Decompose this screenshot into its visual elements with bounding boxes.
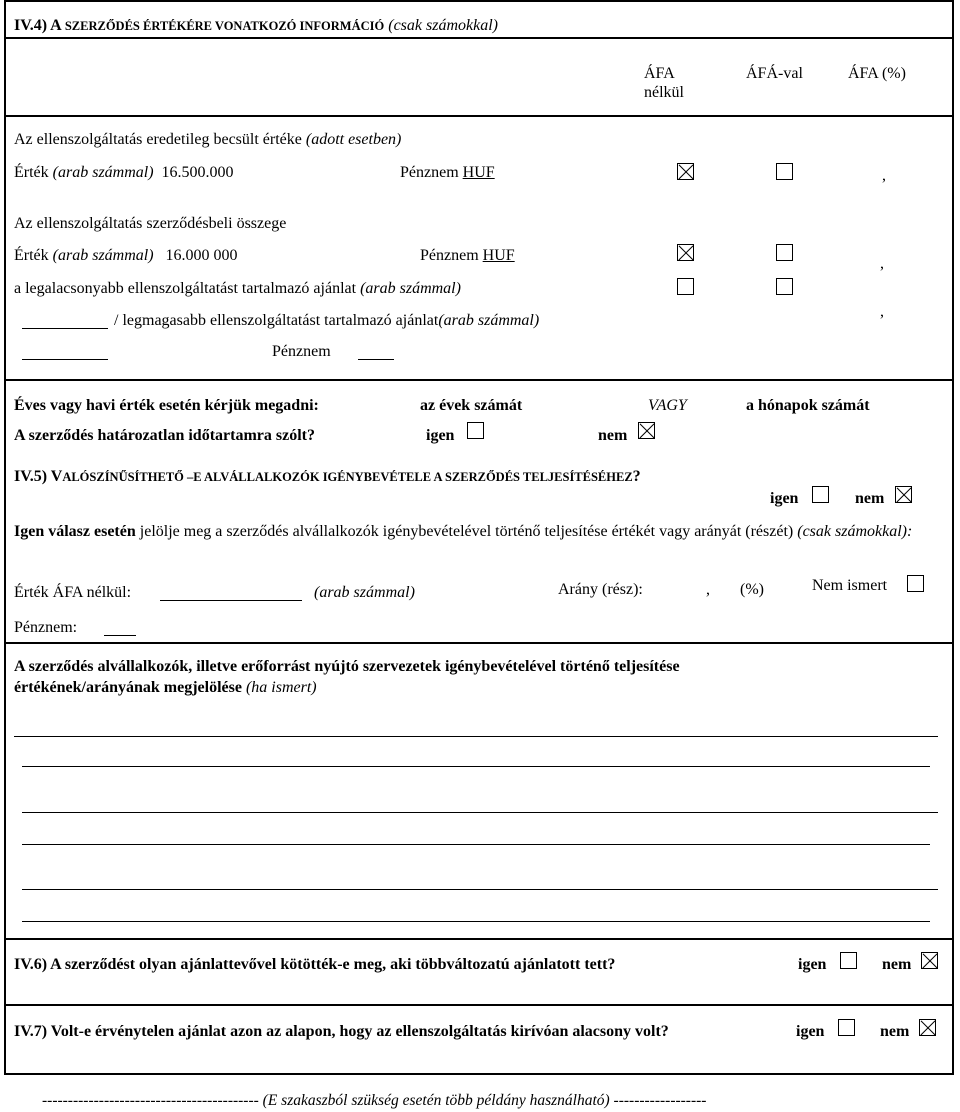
variant-igen-label: igen — [798, 956, 827, 973]
indefinite-igen-label: igen — [426, 427, 455, 444]
subcontractor-igen-label: igen — [770, 490, 799, 507]
details-line[interactable] — [22, 921, 930, 922]
or-label: VAGY — [648, 397, 687, 414]
subcontractor-igen-checkbox[interactable] — [812, 486, 829, 503]
not-known-checkbox[interactable] — [907, 575, 924, 592]
ratio-comma: , — [706, 581, 710, 598]
details-line[interactable] — [22, 766, 930, 767]
footer-note: ------------------------------------------ (E szakaszból szükség esetén több példány használható) ------------------ — [42, 1092, 707, 1109]
low-bid-igen-label: igen — [796, 1023, 825, 1040]
estimated-afa-val-checkbox[interactable] — [776, 163, 793, 180]
col-afa-val: ÁFÁ-val — [746, 65, 803, 82]
estimated-pct-comma: , — [882, 167, 886, 184]
estimated-currency: Pénznem HUF — [400, 164, 495, 181]
divider — [4, 938, 954, 940]
low-bid-igen-checkbox[interactable] — [838, 1019, 855, 1036]
variant-nem-label: nem — [882, 956, 912, 973]
details-line[interactable] — [22, 844, 930, 845]
contract-pct-comma: , — [880, 255, 884, 272]
low-bid-nem-label: nem — [880, 1023, 910, 1040]
subcontractor-details-title-2: értékének/arányának megjelölése (ha ismert) — [14, 679, 317, 696]
annual-label: Éves vagy havi érték esetén kérjük megadni: — [14, 397, 319, 414]
estimated-afa-nelkul-checkbox[interactable] — [677, 163, 694, 180]
range-afa-val-checkbox[interactable] — [776, 278, 793, 295]
col-afa-pct: ÁFA (%) — [848, 65, 906, 82]
estimated-value-row: Érték (arab számmal) 16.500.000 — [14, 164, 234, 181]
range-pct-comma: , — [880, 303, 884, 320]
value-without-vat-label: Érték ÁFA nélkül: — [14, 584, 132, 601]
range-currency-blank[interactable] — [358, 359, 394, 360]
indefinite-label: A szerződés határozatlan időtartamra szólt? — [14, 427, 315, 444]
contract-currency: Pénznem HUF — [420, 247, 515, 264]
currency-label: Pénznem: — [14, 619, 78, 636]
col-afa-nelkul: ÁFA nélkül — [644, 65, 684, 101]
highest-offer-label: / legmagasabb ellenszolgáltatást tartalmazó ajánlat(arab számmal) — [114, 312, 540, 329]
ratio-pct: (%) — [740, 581, 764, 598]
lowest-offer-blank[interactable] — [22, 328, 108, 329]
not-known-label: Nem ismert — [812, 577, 888, 594]
contract-afa-nelkul-checkbox[interactable] — [677, 244, 694, 261]
indefinite-nem-label: nem — [598, 427, 628, 444]
years-label: az évek számát — [420, 397, 523, 414]
subcontractor-nem-label: nem — [855, 490, 885, 507]
variant-igen-checkbox[interactable] — [840, 952, 857, 969]
details-line[interactable] — [22, 889, 938, 890]
contract-afa-val-checkbox[interactable] — [776, 244, 793, 261]
subcontractor-instructions: Igen válasz esetén jelölje meg a szerződés alvállalkozók igénybevételével történő teljesítése értékét vagy arányát (részét) (csak számokkal): — [14, 523, 913, 540]
details-line[interactable] — [22, 812, 938, 813]
subcontractor-details-title: A szerződés alvállalkozók, illetve erőforrást nyújtó szervezetek igénybevételével történő teljesítése — [14, 658, 680, 675]
estimated-label: Az ellenszolgáltatás eredetileg becsült értéke (adott esetben) — [14, 131, 402, 148]
section-6-text: IV.6) A szerződést olyan ajánlattevővel kötötték-e meg, aki többváltozatú ajánlatott tett? — [14, 956, 616, 973]
months-label: a hónapok számát — [746, 397, 870, 414]
low-bid-nem-checkbox[interactable] — [919, 1019, 936, 1036]
section-5-title: IV.5) VALÓSZÍNŰSÍTHETŐ –E ALVÁLLALKOZÓK IGÉNYBEVÉTELE A SZERZŐDÉS TELJESÍTÉSÉHEZ? — [14, 468, 641, 485]
currency-blank[interactable] — [104, 635, 136, 636]
lowest-offer-label: a legalacsonyabb ellenszolgáltatást tartalmazó ajánlat (arab számmal) — [14, 280, 461, 297]
indefinite-igen-checkbox[interactable] — [467, 422, 484, 439]
value-without-vat-blank[interactable] — [160, 600, 302, 601]
section-4-title: IV.4) A SZERZŐDÉS ÉRTÉKÉRE VONATKOZÓ INFORMÁCIÓ (csak számokkal) — [14, 17, 498, 34]
section-7-text: IV.7) Volt-e érvénytelen ajánlat azon az alapon, hogy az ellenszolgáltatás kirívóan alacsony volt? — [14, 1023, 669, 1040]
subcontractor-nem-checkbox[interactable] — [895, 486, 912, 503]
divider — [4, 37, 954, 39]
indefinite-nem-checkbox[interactable] — [638, 422, 655, 439]
highest-offer-blank[interactable] — [22, 359, 108, 360]
range-afa-nelkul-checkbox[interactable] — [677, 278, 694, 295]
range-currency-label: Pénznem — [272, 343, 331, 360]
value-arab-note: (arab számmal) — [314, 584, 415, 601]
divider — [4, 115, 954, 117]
variant-nem-checkbox[interactable] — [921, 952, 938, 969]
contract-label: Az ellenszolgáltatás szerződésbeli összege — [14, 215, 287, 232]
divider — [4, 1004, 954, 1006]
divider — [4, 379, 954, 381]
contract-value-row: Érték (arab számmal) 16.000 000 — [14, 247, 238, 264]
divider — [4, 642, 954, 644]
details-line[interactable] — [14, 736, 938, 737]
ratio-label: Arány (rész): — [558, 581, 643, 598]
